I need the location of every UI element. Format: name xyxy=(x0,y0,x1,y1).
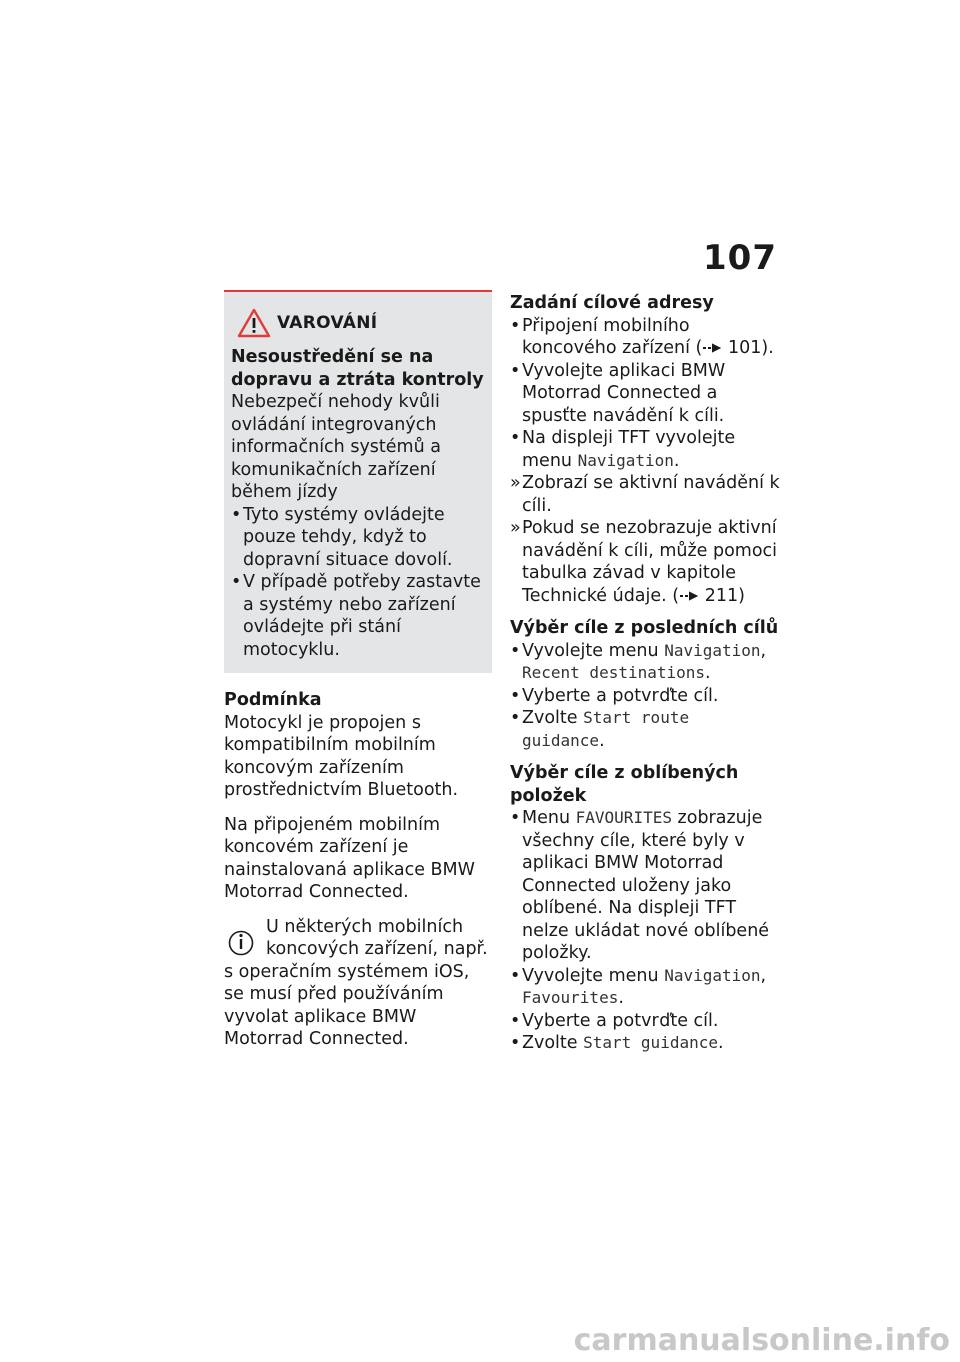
info-note-line-2: koncových zařízení, např. xyxy=(266,939,488,959)
favourites-heading: Výběr cíle z oblíbených položek xyxy=(510,763,739,806)
list-item: • Vyberte a potvrďte cíl. xyxy=(510,685,719,706)
menu-code: Recent destinations xyxy=(522,663,706,682)
info-icon xyxy=(228,922,254,958)
destination-steps xyxy=(510,315,780,608)
right-column xyxy=(510,292,780,1055)
reference-arrow-icon xyxy=(702,342,722,354)
list-item: • Tyto systémy ovládejte pouze tehdy, když to dopravní situace dovolí. xyxy=(231,504,453,570)
favourites-steps xyxy=(510,807,780,1055)
warning-box xyxy=(224,290,492,673)
list-item: • Vyvolejte menu Navigation, Favourites. xyxy=(510,965,767,1008)
result-item: » Pokud se nezobrazuje aktivní navádění k cíli, může pomoci tabulka závad v kapitole Technické údaje. ( 211) xyxy=(510,518,778,606)
destination-heading: Zadání cílové adresy xyxy=(510,293,714,313)
menu-code: Favourites xyxy=(522,988,619,1007)
warning-triangle-icon xyxy=(237,308,271,338)
condition-paragraph-1: Motocykl je propojen s kompatibilním mobilním koncovým zařízením prostřednictvím Bluetooth. xyxy=(224,712,459,800)
list-item: • Vyvolejte menu Navigation, Recent destinations. xyxy=(510,640,767,683)
list-item: • Vyberte a potvrďte cíl. xyxy=(510,1010,719,1031)
warning-list xyxy=(231,504,484,662)
condition-paragraph-2: Na připojeném mobilním koncovém zařízení je nainstalovaná aplikace BMW Motorrad Connected. xyxy=(224,814,475,902)
watermark: carmanualsonline.info xyxy=(573,1323,950,1358)
menu-code: Start guidance xyxy=(583,1033,718,1052)
list-item: • Připojení mobilního koncového zařízení ( 101). xyxy=(510,315,774,358)
menu-code: Start route guidance xyxy=(522,708,690,750)
info-note-line-1: U některých mobilních xyxy=(266,916,464,937)
page-number: 107 xyxy=(703,238,777,278)
warning-header xyxy=(231,308,484,338)
warning-title: VAROVÁNÍ xyxy=(277,312,378,333)
reference-arrow-icon xyxy=(679,590,699,602)
left-column xyxy=(224,290,492,1051)
list-item: • V případě potřeby zastavte a systémy nebo zařízení ovládejte při stání motocyklu. xyxy=(231,572,481,660)
list-item: • Vyvolejte aplikaci BMW Motorrad Connected a spusťte navádění k cíli. xyxy=(510,360,726,426)
list-item: • Zvolte Start guidance. xyxy=(510,1033,724,1053)
info-note-text: s operačním systémem iOS, se musí před používáním vyvolat aplikace BMW Motorrad Connected. xyxy=(224,961,470,1049)
list-item: • Na displeji TFT vyvolejte menu Navigation. xyxy=(510,428,736,471)
condition-heading: Podmínka xyxy=(224,690,322,710)
info-note xyxy=(224,916,492,1051)
menu-code: FAVOURITES xyxy=(575,808,672,827)
menu-code: Navigation xyxy=(664,640,761,660)
result-item: » Zobrazí se aktivní navádění k cíli. xyxy=(510,473,780,516)
list-item: • Zvolte Start route guidance. xyxy=(510,708,690,751)
recent-heading: Výběr cíle z posledních cílů xyxy=(510,618,779,638)
menu-code: Navigation xyxy=(664,965,761,985)
menu-code: Navigation xyxy=(577,450,674,470)
warning-heading: Nesoustředění se na dopravu a ztráta kontroly xyxy=(231,347,484,390)
recent-steps xyxy=(510,640,780,753)
list-item: • Menu FAVOURITES zobrazuje všechny cíle, které byly v aplikaci BMW Motorrad Connected uloženy jako oblíbené. Na displeji TFT nelze ukládat nové oblíbené položky. xyxy=(510,808,770,963)
warning-text: Nebezpečí nehody kvůli ovládání integrovaných informačních systémů a komunikačních zařízení během jízdy xyxy=(231,392,441,502)
